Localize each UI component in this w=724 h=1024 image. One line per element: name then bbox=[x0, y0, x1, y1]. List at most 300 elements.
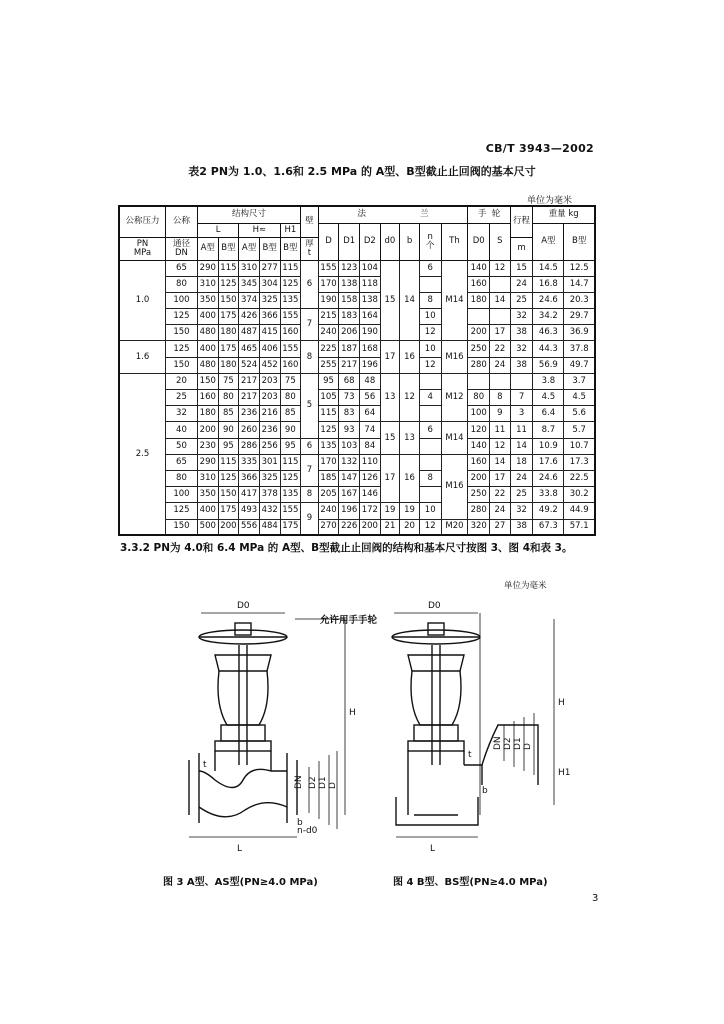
cell: 147 bbox=[339, 470, 360, 486]
cell: 80 bbox=[280, 390, 301, 406]
cell: 310 bbox=[197, 470, 218, 486]
cell: 225 bbox=[318, 341, 339, 357]
cell: 85 bbox=[280, 406, 301, 422]
cell-th: M14 bbox=[441, 422, 468, 454]
table-row bbox=[119, 292, 595, 308]
cell-wall: 9 bbox=[301, 503, 319, 535]
cell-n bbox=[419, 454, 441, 470]
cell: 426 bbox=[239, 309, 260, 325]
hd-HB: B型 bbox=[259, 237, 280, 260]
cell: 170 bbox=[318, 454, 339, 470]
cell-n: 6 bbox=[419, 422, 441, 438]
cell: 36.9 bbox=[564, 325, 595, 341]
cell: 80 bbox=[165, 276, 197, 292]
cell: 17 bbox=[490, 325, 511, 341]
cell: 155 bbox=[318, 260, 339, 276]
cell: 180 bbox=[468, 292, 490, 308]
fig3-H: H bbox=[349, 708, 356, 718]
cell: 304 bbox=[259, 276, 280, 292]
cell bbox=[490, 309, 511, 325]
cell: 25 bbox=[510, 487, 533, 503]
hd-LA: A型 bbox=[197, 237, 218, 260]
cell: 90 bbox=[218, 422, 239, 438]
cell: 3.7 bbox=[564, 373, 595, 389]
cell-wall: 7 bbox=[301, 309, 319, 341]
cell: 286 bbox=[239, 438, 260, 454]
cell: 12 bbox=[490, 438, 511, 454]
cell: 556 bbox=[239, 519, 260, 535]
cell: 15 bbox=[510, 260, 533, 276]
cell: 3 bbox=[510, 406, 533, 422]
cell-wall: 5 bbox=[301, 373, 319, 438]
cell: 135 bbox=[280, 292, 301, 308]
hd-n: n 个 bbox=[419, 223, 441, 260]
cell: 37.8 bbox=[564, 341, 595, 357]
fig4-DN: DN bbox=[493, 736, 503, 750]
cell-wall: 8 bbox=[301, 341, 319, 373]
cell: 217 bbox=[339, 357, 360, 373]
hd-B: B型 bbox=[564, 223, 595, 260]
cell-n bbox=[419, 373, 441, 389]
cell: 24.6 bbox=[533, 292, 564, 308]
cell: 158 bbox=[339, 292, 360, 308]
cell: 50 bbox=[165, 438, 197, 454]
hd-D0: D0 bbox=[468, 223, 490, 260]
cell-th: M14 bbox=[441, 260, 468, 341]
cell: 487 bbox=[239, 325, 260, 341]
cell: 75 bbox=[280, 373, 301, 389]
cell-n: 8 bbox=[419, 292, 441, 308]
cell: 175 bbox=[218, 309, 239, 325]
cell: 32 bbox=[510, 503, 533, 519]
cell: 255 bbox=[318, 357, 339, 373]
cell: 100 bbox=[165, 292, 197, 308]
cell: 20 bbox=[165, 373, 197, 389]
cell: 135 bbox=[280, 487, 301, 503]
cell-d0: 15 bbox=[380, 260, 400, 341]
fig3-DN: DN bbox=[294, 775, 304, 789]
cell: 14 bbox=[510, 438, 533, 454]
cell: 196 bbox=[360, 357, 381, 373]
cell: 25 bbox=[510, 292, 533, 308]
cell: 155 bbox=[280, 503, 301, 519]
cell: 24 bbox=[490, 503, 511, 519]
cell: 140 bbox=[468, 260, 490, 276]
cell: 406 bbox=[259, 341, 280, 357]
dimension-table bbox=[118, 205, 596, 536]
cell: 105 bbox=[318, 390, 339, 406]
hd-H: H≈ bbox=[239, 223, 280, 237]
hd-H1B: B型 bbox=[280, 237, 301, 260]
hd-th: Th bbox=[441, 223, 468, 260]
cell: 64 bbox=[360, 406, 381, 422]
cell: 10.7 bbox=[564, 438, 595, 454]
cell: 256 bbox=[259, 438, 280, 454]
fig4-D2: D2 bbox=[503, 737, 513, 750]
cell: 56.9 bbox=[533, 357, 564, 373]
cell: 48 bbox=[360, 373, 381, 389]
page-number: 3 bbox=[592, 893, 599, 904]
cell: 73 bbox=[339, 390, 360, 406]
figure-3-drawing bbox=[175, 575, 390, 860]
cell: 168 bbox=[360, 341, 381, 357]
hd-dn-sym: 通径 DN bbox=[165, 237, 197, 260]
cell-pn: 1.0 bbox=[119, 260, 165, 341]
cell: 203 bbox=[259, 373, 280, 389]
cell: 22 bbox=[490, 341, 511, 357]
cell: 29.7 bbox=[564, 309, 595, 325]
cell: 277 bbox=[259, 260, 280, 276]
cell: 65 bbox=[165, 454, 197, 470]
fig3-D: D bbox=[328, 782, 338, 789]
cell: 200 bbox=[197, 422, 218, 438]
cell: 57.1 bbox=[564, 519, 595, 535]
cell: 30.2 bbox=[564, 487, 595, 503]
cell: 115 bbox=[280, 454, 301, 470]
cell: 465 bbox=[239, 341, 260, 357]
cell: 290 bbox=[197, 260, 218, 276]
fig4-L: L bbox=[430, 844, 436, 854]
cell-wall: 8 bbox=[301, 487, 319, 503]
cell: 270 bbox=[318, 519, 339, 535]
cell: 175 bbox=[218, 341, 239, 357]
figure-4-drawing bbox=[378, 575, 583, 860]
table-caption: 表2 PN为 1.0、1.6和 2.5 MPa 的 A型、B型截止止回阀的基本尺寸 bbox=[188, 165, 536, 178]
cell-th: M12 bbox=[441, 373, 468, 422]
cell: 150 bbox=[218, 487, 239, 503]
cell: 146 bbox=[360, 487, 381, 503]
cell: 56 bbox=[360, 390, 381, 406]
cell: 150 bbox=[218, 292, 239, 308]
cell: 34.2 bbox=[533, 309, 564, 325]
cell: 3.8 bbox=[533, 373, 564, 389]
cell: 187 bbox=[339, 341, 360, 357]
cell: 103 bbox=[339, 438, 360, 454]
fig4-H1: H1 bbox=[558, 768, 571, 778]
cell: 16.8 bbox=[533, 276, 564, 292]
cell: 374 bbox=[239, 292, 260, 308]
cell: 415 bbox=[259, 325, 280, 341]
cell: 150 bbox=[197, 373, 218, 389]
cell: 200 bbox=[468, 325, 490, 341]
cell: 236 bbox=[239, 406, 260, 422]
cell: 67.3 bbox=[533, 519, 564, 535]
cell: 280 bbox=[468, 503, 490, 519]
cell: 301 bbox=[259, 454, 280, 470]
cell-pn: 2.5 bbox=[119, 373, 165, 535]
cell: 5.6 bbox=[564, 406, 595, 422]
section-3-3-2: 3.3.2 PN为 4.0和 6.4 MPa 的 A型、B型截止止回阀的结构和基本尺寸按图 3、图 4和表 3。 bbox=[120, 542, 573, 554]
fig4-D0: D0 bbox=[428, 601, 441, 611]
cell: 115 bbox=[218, 260, 239, 276]
cell: 24 bbox=[510, 470, 533, 486]
cell-b: 14 bbox=[400, 260, 420, 341]
cell: 378 bbox=[259, 487, 280, 503]
cell: 17.3 bbox=[564, 454, 595, 470]
cell: 32 bbox=[165, 406, 197, 422]
fig4-H: H bbox=[558, 698, 565, 708]
hd-dn: 公称 bbox=[165, 206, 197, 237]
cell: 366 bbox=[239, 470, 260, 486]
hd-D1: D1 bbox=[339, 223, 360, 260]
cell-th: M20 bbox=[441, 519, 468, 535]
cell: 24 bbox=[490, 357, 511, 373]
cell: 217 bbox=[239, 390, 260, 406]
cell-d0: 17 bbox=[380, 454, 400, 503]
hd-stroke-m: m bbox=[510, 237, 533, 260]
cell: 74 bbox=[360, 422, 381, 438]
table-row bbox=[119, 470, 595, 486]
cell: 335 bbox=[239, 454, 260, 470]
cell: 150 bbox=[165, 325, 197, 341]
cell-n: 10 bbox=[419, 341, 441, 357]
table-row bbox=[119, 309, 595, 325]
cell: 44.3 bbox=[533, 341, 564, 357]
cell: 200 bbox=[360, 519, 381, 535]
cell: 65 bbox=[165, 260, 197, 276]
cell: 10.9 bbox=[533, 438, 564, 454]
cell: 12 bbox=[490, 260, 511, 276]
cell: 132 bbox=[339, 454, 360, 470]
cell-n: 12 bbox=[419, 325, 441, 341]
cell: 493 bbox=[239, 503, 260, 519]
cell: 160 bbox=[197, 390, 218, 406]
hd-wall: 壁 bbox=[301, 206, 319, 237]
cell: 310 bbox=[239, 260, 260, 276]
cell-b: 19 bbox=[400, 503, 420, 519]
cell bbox=[468, 373, 490, 389]
hd-struct: 结构尺寸 bbox=[197, 206, 300, 223]
cell bbox=[490, 373, 511, 389]
cell: 75 bbox=[218, 373, 239, 389]
table-row bbox=[119, 422, 595, 438]
cell: 17.6 bbox=[533, 454, 564, 470]
cell-d0: 21 bbox=[380, 519, 400, 535]
cell-th: M16 bbox=[441, 454, 468, 519]
table-row bbox=[119, 519, 595, 535]
cell: 125 bbox=[280, 276, 301, 292]
cell: 480 bbox=[197, 357, 218, 373]
hd-L: L bbox=[197, 223, 238, 237]
fig4-t: t bbox=[468, 750, 472, 760]
cell: 44.9 bbox=[564, 503, 595, 519]
figure-unit: 单位为毫米 bbox=[504, 581, 547, 591]
cell: 38 bbox=[510, 357, 533, 373]
cell-d0: 15 bbox=[380, 422, 400, 454]
cell bbox=[468, 309, 490, 325]
hd-LB: B型 bbox=[218, 237, 239, 260]
cell: 95 bbox=[318, 373, 339, 389]
cell: 164 bbox=[360, 309, 381, 325]
fig3-t: t bbox=[203, 760, 207, 770]
cell: 150 bbox=[165, 519, 197, 535]
cell-n: 10 bbox=[419, 309, 441, 325]
cell: 9 bbox=[490, 406, 511, 422]
cell: 8.7 bbox=[533, 422, 564, 438]
cell-n: 8 bbox=[419, 470, 441, 486]
cell: 240 bbox=[318, 503, 339, 519]
cell: 118 bbox=[360, 276, 381, 292]
hd-pn-sym: PN MPa bbox=[119, 237, 165, 260]
cell: 80 bbox=[165, 470, 197, 486]
cell: 180 bbox=[218, 357, 239, 373]
cell: 290 bbox=[197, 454, 218, 470]
table-row bbox=[119, 325, 595, 341]
cell-n bbox=[419, 487, 441, 503]
cell: 126 bbox=[360, 470, 381, 486]
table-row bbox=[119, 260, 595, 276]
cell: 325 bbox=[259, 470, 280, 486]
cell-n bbox=[419, 438, 441, 454]
table-row bbox=[119, 487, 595, 503]
cell: 100 bbox=[468, 406, 490, 422]
cell: 500 bbox=[197, 519, 218, 535]
fig4-D1: D1 bbox=[513, 737, 523, 750]
cell: 125 bbox=[165, 309, 197, 325]
hd-wall-t: 厚 t bbox=[301, 237, 319, 260]
cell-d0: 13 bbox=[380, 373, 400, 422]
cell: 216 bbox=[259, 406, 280, 422]
cell: 240 bbox=[318, 325, 339, 341]
cell-pn: 1.6 bbox=[119, 341, 165, 373]
cell: 17 bbox=[490, 470, 511, 486]
cell-n: 12 bbox=[419, 357, 441, 373]
hd-d0: d0 bbox=[380, 223, 400, 260]
cell: 140 bbox=[468, 438, 490, 454]
cell: 85 bbox=[218, 406, 239, 422]
cell: 167 bbox=[339, 487, 360, 503]
cell: 155 bbox=[280, 309, 301, 325]
cell: 125 bbox=[218, 470, 239, 486]
cell: 175 bbox=[218, 503, 239, 519]
cell: 180 bbox=[197, 406, 218, 422]
cell: 38 bbox=[510, 325, 533, 341]
hd-handwheel: 手 轮 bbox=[468, 206, 510, 223]
cell: 320 bbox=[468, 519, 490, 535]
cell: 46.3 bbox=[533, 325, 564, 341]
hd-D: D bbox=[318, 223, 339, 260]
cell-n bbox=[419, 406, 441, 422]
cell-wall: 6 bbox=[301, 438, 319, 454]
cell-wall: 7 bbox=[301, 454, 319, 486]
fig3-D2: D2 bbox=[308, 776, 318, 789]
handwheel-note: 允许用手手轮 bbox=[320, 615, 378, 626]
hd-A: A型 bbox=[533, 223, 564, 260]
cell: 68 bbox=[339, 373, 360, 389]
cell: 215 bbox=[318, 309, 339, 325]
cell-n: 4 bbox=[419, 390, 441, 406]
cell: 196 bbox=[339, 503, 360, 519]
cell: 84 bbox=[360, 438, 381, 454]
cell: 90 bbox=[280, 422, 301, 438]
cell: 480 bbox=[197, 325, 218, 341]
cell: 432 bbox=[259, 503, 280, 519]
hd-D2: D2 bbox=[360, 223, 381, 260]
cell: 115 bbox=[318, 406, 339, 422]
cell-b: 12 bbox=[400, 373, 420, 422]
cell: 4.5 bbox=[533, 390, 564, 406]
cell-n: 6 bbox=[419, 260, 441, 276]
fig4-D: D bbox=[523, 743, 533, 750]
cell: 366 bbox=[259, 309, 280, 325]
cell: 206 bbox=[339, 325, 360, 341]
cell: 27 bbox=[490, 519, 511, 535]
cell-n: 12 bbox=[419, 519, 441, 535]
cell: 205 bbox=[318, 487, 339, 503]
cell: 104 bbox=[360, 260, 381, 276]
cell: 12.5 bbox=[564, 260, 595, 276]
cell: 260 bbox=[239, 422, 260, 438]
cell: 155 bbox=[280, 341, 301, 357]
cell bbox=[510, 373, 533, 389]
cell: 4.5 bbox=[564, 390, 595, 406]
table-row bbox=[119, 406, 595, 422]
cell: 135 bbox=[318, 438, 339, 454]
cell: 120 bbox=[468, 422, 490, 438]
cell: 80 bbox=[218, 390, 239, 406]
table-unit: 单位为毫米 bbox=[527, 196, 573, 206]
cell bbox=[490, 276, 511, 292]
cell: 160 bbox=[280, 357, 301, 373]
cell: 236 bbox=[259, 422, 280, 438]
cell: 22 bbox=[490, 487, 511, 503]
cell: 190 bbox=[360, 325, 381, 341]
cell: 183 bbox=[339, 309, 360, 325]
cell-th: M16 bbox=[441, 341, 468, 373]
table-row bbox=[119, 373, 595, 389]
cell: 32 bbox=[510, 341, 533, 357]
cell: 417 bbox=[239, 487, 260, 503]
cell: 20.3 bbox=[564, 292, 595, 308]
table-row bbox=[119, 390, 595, 406]
table-row bbox=[119, 438, 595, 454]
cell: 115 bbox=[280, 260, 301, 276]
cell: 350 bbox=[197, 292, 218, 308]
cell: 110 bbox=[360, 454, 381, 470]
cell-d0: 17 bbox=[380, 341, 400, 373]
cell: 180 bbox=[218, 325, 239, 341]
cell: 95 bbox=[280, 438, 301, 454]
table-body bbox=[119, 260, 595, 535]
cell-n: 10 bbox=[419, 503, 441, 519]
cell: 49.2 bbox=[533, 503, 564, 519]
cell: 160 bbox=[468, 276, 490, 292]
cell: 175 bbox=[280, 519, 301, 535]
cell: 22.5 bbox=[564, 470, 595, 486]
figure-4-caption: 图 4 B型、BS型(PN≥4.0 MPa) bbox=[393, 877, 548, 888]
cell: 172 bbox=[360, 503, 381, 519]
fig3-D0: D0 bbox=[237, 601, 250, 611]
cell: 115 bbox=[218, 454, 239, 470]
hd-b: b bbox=[400, 223, 420, 260]
cell: 400 bbox=[197, 309, 218, 325]
cell: 24 bbox=[510, 276, 533, 292]
cell: 185 bbox=[318, 470, 339, 486]
hd-stroke: 行程 bbox=[510, 206, 533, 237]
cell-b: 20 bbox=[400, 519, 420, 535]
cell: 484 bbox=[259, 519, 280, 535]
cell: 80 bbox=[468, 390, 490, 406]
fig3-b: b bbox=[297, 818, 303, 828]
cell: 400 bbox=[197, 503, 218, 519]
hd-weight: 重量 kg bbox=[533, 206, 595, 223]
cell: 95 bbox=[218, 438, 239, 454]
cell: 8 bbox=[490, 390, 511, 406]
cell-d0: 19 bbox=[380, 503, 400, 519]
cell: 170 bbox=[318, 276, 339, 292]
hd-H1: H1 bbox=[280, 223, 301, 237]
cell: 6.4 bbox=[533, 406, 564, 422]
